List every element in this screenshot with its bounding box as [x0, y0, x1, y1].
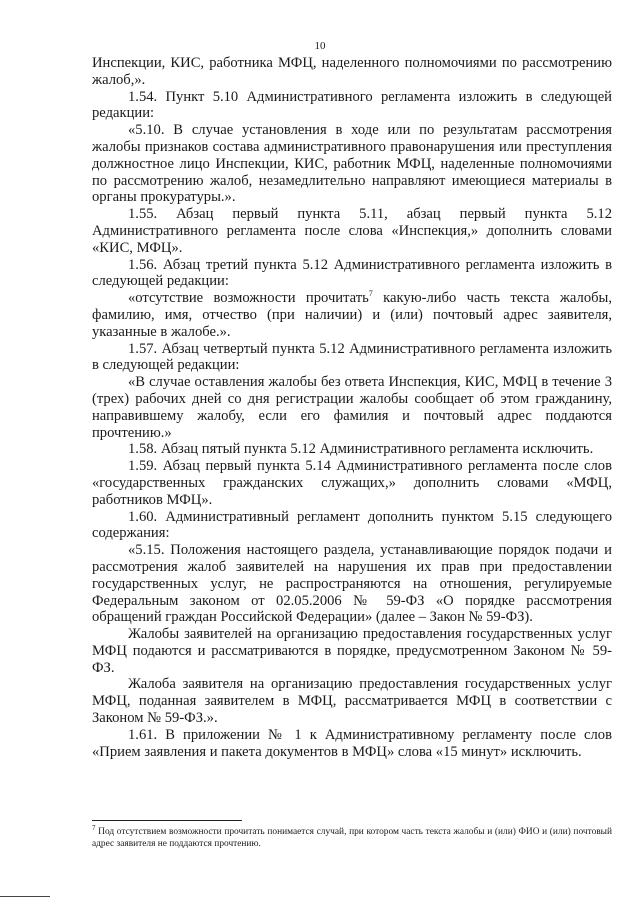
paragraph: 1.56. Абзац третий пункта 5.12 Административного регламента изложить в следующей редакции:: [92, 256, 612, 290]
paragraph: 1.61. В приложении № 1 к Административному регламенту после слов «Прием заявления и пакета документов в МФЦ» слова «15 минут» исключить.: [92, 726, 612, 760]
footnote: [92, 823, 613, 850]
footnote-text: Под отсутствием возможности прочитать понимается случай, при котором часть текста жалобы и (или) ФИО и (или) почтовый адрес заявителя не поддаются прочтению.: [92, 827, 613, 849]
page-edge-mark: [0, 896, 50, 897]
paragraph: 1.55. Абзац первый пункта 5.11, абзац первый пункта 5.12 Административного регламента после слова «Инспекция,» дополнить словами «КИС, МФЦ».: [92, 206, 612, 256]
text-before-footnote-ref: «отсутствие возможности прочитать: [128, 290, 369, 307]
paragraph: «В случае оставления жалобы без ответа Инспекция, КИС, МФЦ в течение 3 (трех) рабочих дней со дня регистрации жалобы сообщает об этом гражданину, направившему жалобу, если его фамилия и почтовый адрес поддаются прочтению.»: [92, 374, 612, 441]
paragraph: Жалобы заявителей на организацию предоставления государственных услуг МФЦ подаются и рассматриваются в порядке, предусмотренном Законом № 59-ФЗ.: [92, 626, 612, 676]
paragraph: «5.15. Положения настоящего раздела, устанавливающие порядок подачи и рассмотрения жалоб заявителей на нарушения их прав при предоставлении государственных услуг, не распространяются на отношения, регулируемые Федеральным законом от 02.05.2006 № 59-ФЗ «О порядке рассмотрения обращений граждан Российской Федерации» (далее – Закон № 59-ФЗ).: [92, 542, 612, 626]
page-number: 10: [314, 40, 326, 52]
paragraph: Инспекции, КИС, работника МФЦ, наделенного полномочиями по рассмотрению жалоб,».: [92, 55, 612, 88]
footnote-divider: [92, 820, 242, 821]
paragraph: 1.59. Абзац первый пункта 5.14 Административного регламента после слов «государственных гражданских служащих,» дополнить словами «МФЦ, работников МФЦ».: [92, 458, 612, 508]
paragraph: 1.57. Абзац четвертый пункта 5.12 Административного регламента изложить в следующей редакции:: [92, 340, 612, 374]
footnote-number: 7: [92, 823, 96, 832]
paragraph-with-footnote-ref: [92, 290, 612, 340]
paragraph: «5.10. В случае установления в ходе или по результатам рассмотрения жалобы признаков состава административного правонарушения или преступления должностное лицо Инспекции, КИС, работник МФЦ, наделенные полномочиями по рассмотрению жалоб, незамедлительно направляют имеющиеся материалы в органы прокуратуры.».: [92, 122, 612, 206]
footnote-ref: 7: [368, 289, 373, 299]
document-body: [92, 55, 612, 760]
paragraph: Жалоба заявителя на организацию предоставления государственных услуг МФЦ, поданная заявителем в МФЦ, рассматривается МФЦ в соответствии с Законом № 59-ФЗ.».: [92, 676, 612, 727]
paragraph: 1.60. Административный регламент дополнить пунктом 5.15 следующего содержания:: [92, 508, 612, 542]
paragraph: 1.58. Абзац пятый пункта 5.12 Административного регламента исключить.: [128, 441, 594, 458]
paragraph: 1.54. Пункт 5.10 Административного регламента изложить в следующей редакции:: [92, 88, 612, 122]
text-after-footnote-ref: какую-либо часть текста жалобы, фамилию, имя, отчество (при наличии) и (или) почтовый адрес заявителя, указанные в жалобе.».: [92, 290, 612, 340]
